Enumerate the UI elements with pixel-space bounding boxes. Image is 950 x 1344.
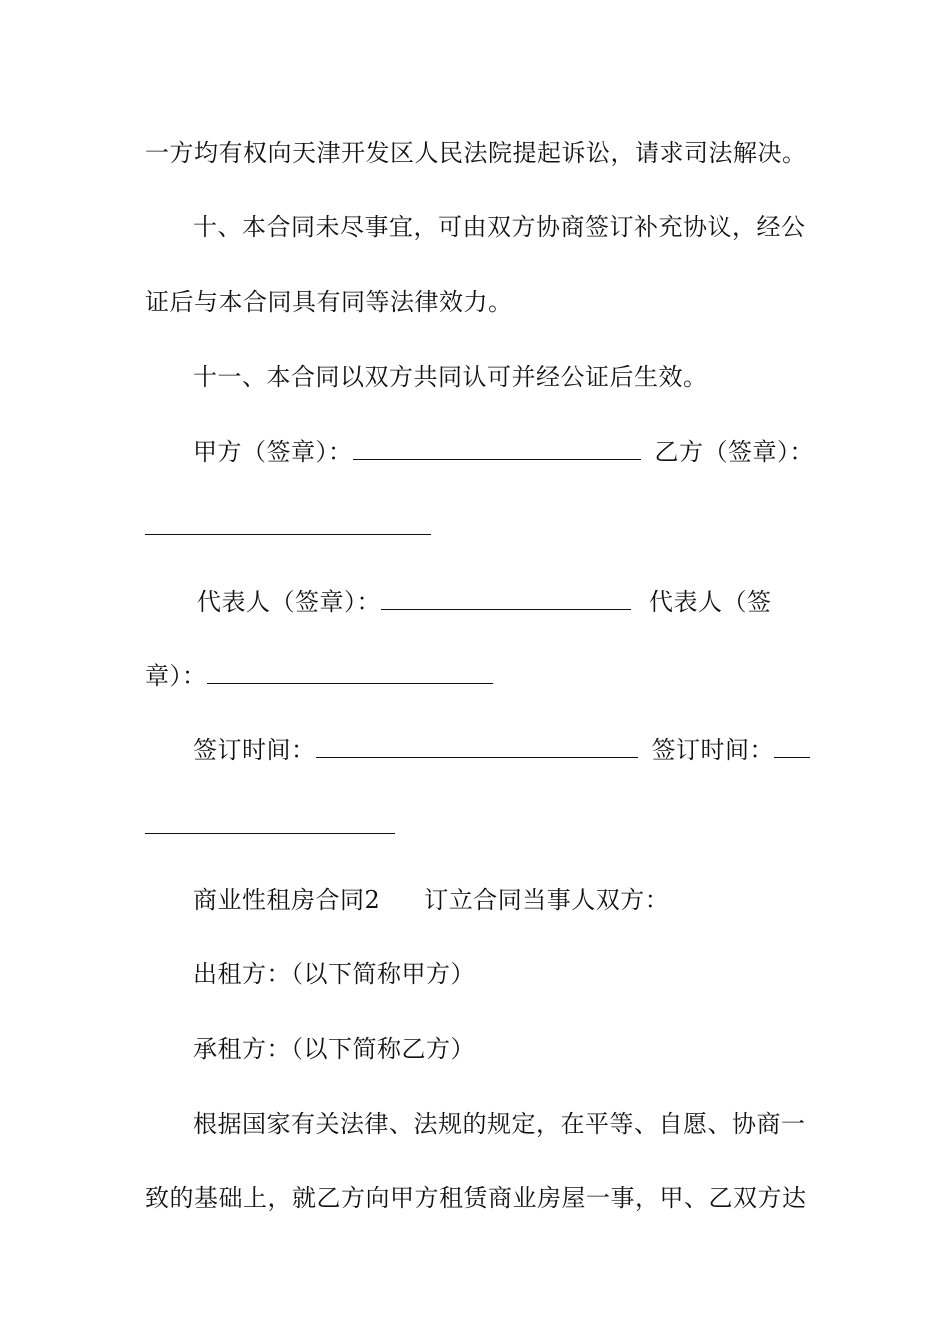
party-b-sign-blank (145, 534, 431, 535)
rep-a-sign-blank (381, 589, 631, 610)
signature-line-parties (193, 437, 814, 467)
sign-time-b-blank-start (774, 737, 810, 758)
text-line-basis-cont: 致的基础上，就乙方向甲方租赁商业房屋一事，甲、乙双方达 (145, 1184, 807, 1212)
text-line-clause-10: 十、本合同未尽事宜，可由双方协商签订补充协议，经公 (193, 213, 806, 241)
rep-b-sign-label-cont: 章）： (145, 662, 207, 690)
text-line-basis: 根据国家有关法律、法规的规定，在平等、自愿、协商一 (193, 1110, 806, 1138)
text-line-lawsuit: 一方均有权向天津开发区人民法院提起诉讼，请求司法解决。 (145, 139, 807, 167)
signature-line-rep-b-cont (145, 661, 493, 691)
contract2-header-line (193, 885, 669, 915)
rep-b-sign-label: 代表人（签 (649, 588, 772, 616)
sign-time-a-label: 签订时间： (193, 736, 316, 764)
signature-line-dates (193, 735, 810, 765)
rep-b-sign-blank (207, 663, 493, 684)
contract2-title: 商业性租房合同2 (193, 886, 381, 914)
lessor-line: 出租方：（以下简称甲方） (193, 960, 475, 988)
lessee-line: 承租方：（以下简称乙方） (193, 1035, 475, 1063)
sign-time-b-blank (145, 833, 395, 834)
sign-time-b-label: 签订时间： (651, 736, 774, 764)
party-a-sign-label: 甲方（签章）： (193, 438, 353, 466)
party-b-sign-label: 乙方（签章）： (654, 438, 814, 466)
sign-time-a-blank (316, 737, 638, 758)
signature-line-representatives (197, 587, 772, 617)
rep-a-sign-label: 代表人（签章）： (197, 588, 381, 616)
text-line-clause-11: 十一、本合同以双方共同认可并经公证后生效。 (193, 363, 708, 391)
party-a-sign-blank (353, 439, 641, 460)
contract2-parties-label: 订立合同当事人双方： (424, 886, 670, 914)
text-line-clause-10-cont: 证后与本合同具有同等法律效力。 (145, 288, 513, 316)
